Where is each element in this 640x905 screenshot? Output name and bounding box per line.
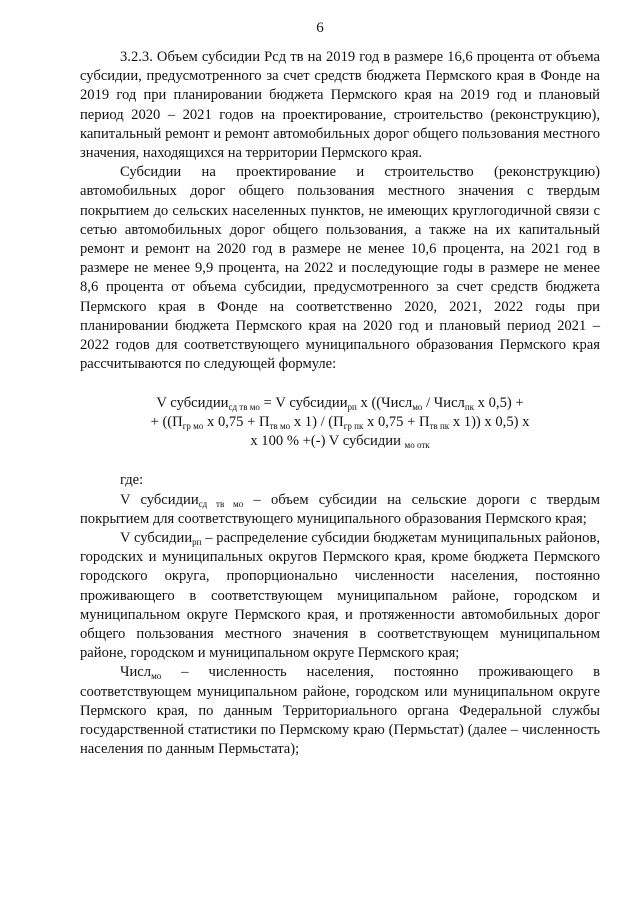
formula-subscript: мо	[412, 402, 423, 413]
formula-term: x 1)) x 0,5) x	[449, 414, 530, 431]
definition-v-subsidy-rp	[80, 529, 600, 663]
document-body	[80, 48, 600, 760]
formula	[80, 394, 600, 451]
formula-subscript: тв мо	[269, 421, 291, 432]
formula-term: / Числ	[422, 395, 465, 412]
formula-line-2	[80, 413, 600, 432]
formula-term: x ((Числ	[356, 395, 413, 412]
page-number: 6	[316, 20, 324, 36]
definition-term: Числ	[120, 664, 152, 681]
definition-term: V субсидии	[120, 530, 193, 547]
formula-term: = V субсидии	[259, 395, 348, 412]
formula-term: V субсидии	[156, 395, 229, 412]
formula-term: + ((П	[150, 414, 183, 431]
formula-line-3	[80, 432, 600, 451]
formula-line-1	[80, 394, 600, 413]
definition-term-subscript: мо	[151, 671, 162, 682]
definition-text: – распределение субсидии бюджетам муниципальных районов, городских и муниципальных округов Пермского края, кроме бюджета Пермского городского округа, пропорционально численности населения, постоянно проживающего в соответствующем муниципальном районе, городском и муниципальном округе Пермского края, и протяженности автомобильных дорог общего пользования местного значения в соответствующем муниципальном районе, городском и муниципальном округе Пермского края;	[80, 530, 600, 662]
definition-text: – численность населения, постоянно проживающего в соответствующем муниципальном районе, городском или муниципальном округе Пермского края, по данным Территориального органа Федеральной службы государственной статистики по Пермскому краю (Пермьстат) (далее – численность населения по данным Пермьстата);	[80, 664, 600, 758]
formula-subscript: пк	[464, 402, 475, 413]
definition-population	[80, 663, 600, 759]
formula-term: x 100 % +(-) V субсидии	[250, 433, 405, 450]
paragraph-subsidies: Субсидии на проектирование и строительство (реконструкцию) автомобильных дорог общего пользования местного значения с твердым покрытием до сельских населенных пунктов, не имеющих круглогодичной связи с сетью автомобильных дорог общего пользования, а также на их капитальный ремонт и ремонт на 2020 год в размере не менее 10,6 процента, на 2021 год в размере не менее 9,9 процента, на 2022 и последующие годы в размере не менее 8,6 процента от объема субсидии, предусмотренного за счет средств бюджета Пермского края в Фонде на соответственно 2020, 2021, 2022 годы при планировании бюджета Пермского края на 2020 год и плановый период 2021 – 2022 годов для соответствующего муниципального образования Пермского края рассчитываются по следующей формуле:	[80, 164, 600, 373]
formula-subscript: гр мо	[182, 421, 204, 432]
definition-term-subscript: сд тв мо	[198, 498, 244, 509]
definition-text: – объем субсидии на сельские дороги с твердым покрытием для соответствующего муниципального образования Пермского края;	[80, 491, 600, 527]
formula-subscript: рп	[347, 402, 357, 413]
definition-term-subscript: рп	[192, 537, 202, 548]
definition-term: V субсидии	[120, 491, 199, 508]
formula-subscript: гр пк	[343, 421, 364, 432]
formula-subscript: мо отк	[404, 440, 430, 451]
where-label: где:	[120, 472, 144, 489]
definition-v-subsidy-sd	[80, 491, 600, 529]
formula-term: x 0,5) +	[474, 395, 524, 412]
formula-term: x 0,75 + П	[363, 414, 430, 431]
paragraph-3-2-3: 3.2.3. Объем субсидии Рсд тв на 2019 год в размере 16,6 процента от объема субсидии, предусмотренного за счет средств бюджета Пермского края в Фонде на 2019 год при планировании бюджета Пермского края на 2019 год и плановый период 2020 – 2021 годов на проектирование, строительство (реконструкцию), капитальный ремонт и ремонт автомобильных дорог общего пользования местного значения, находящихся на территории Пермского края.	[80, 49, 600, 162]
formula-subscript: сд тв мо	[228, 402, 260, 413]
formula-term: x 1) / (П	[290, 414, 344, 431]
formula-subscript: тв пк	[429, 421, 450, 432]
formula-term: x 0,75 + П	[203, 414, 270, 431]
